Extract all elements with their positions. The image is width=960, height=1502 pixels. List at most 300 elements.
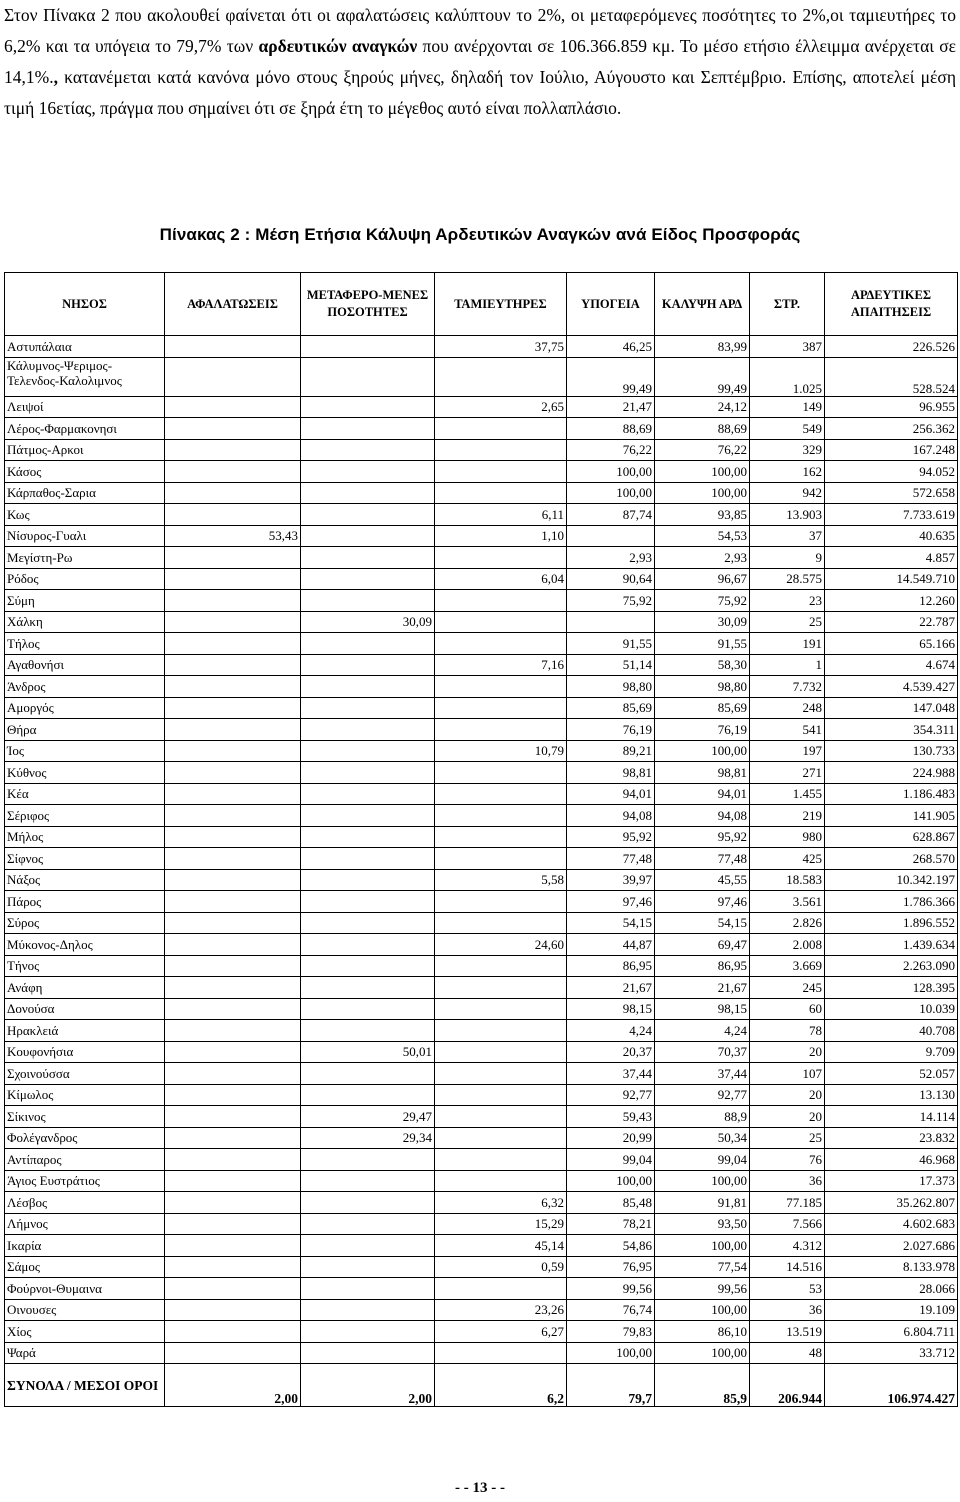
value-cell: 4,24 <box>567 1020 655 1042</box>
value-cell <box>165 1063 301 1085</box>
value-cell: 79,83 <box>567 1321 655 1343</box>
value-cell <box>301 654 435 676</box>
value-cell: 99,56 <box>567 1278 655 1300</box>
table-row <box>5 676 958 698</box>
value-cell <box>165 1127 301 1149</box>
value-cell: 15,29 <box>435 1213 567 1235</box>
value-cell: 94,08 <box>567 805 655 827</box>
value-cell: 7.732 <box>750 676 825 698</box>
value-cell: 20,37 <box>567 1041 655 1063</box>
value-cell: 51,14 <box>567 654 655 676</box>
value-cell: 100,00 <box>655 1299 750 1321</box>
value-cell <box>165 869 301 891</box>
value-cell <box>165 1235 301 1257</box>
value-cell <box>165 805 301 827</box>
value-cell: 98,80 <box>655 676 750 698</box>
value-cell <box>435 633 567 655</box>
value-cell: 90,64 <box>567 568 655 590</box>
value-cell: 21,67 <box>655 977 750 999</box>
value-cell: 23,26 <box>435 1299 567 1321</box>
value-cell <box>301 633 435 655</box>
header-groundwater: ΥΠΟΓΕΙΑ <box>567 273 655 336</box>
value-cell: 94,08 <box>655 805 750 827</box>
value-cell: 3.561 <box>750 891 825 913</box>
value-cell: 85,69 <box>567 697 655 719</box>
value-cell <box>165 357 301 396</box>
table-row <box>5 1278 958 1300</box>
island-name-cell: Λέρος-Φαρμακονησι <box>5 418 165 440</box>
value-cell <box>301 676 435 698</box>
table-row <box>5 955 958 977</box>
value-cell: 1.455 <box>750 783 825 805</box>
value-cell <box>165 848 301 870</box>
value-cell: 100,00 <box>567 461 655 483</box>
island-name-cell: Άγιος Ευστράτιος <box>5 1170 165 1192</box>
table-row <box>5 1084 958 1106</box>
value-cell <box>301 869 435 891</box>
island-name-cell: Σέριφος <box>5 805 165 827</box>
table-row <box>5 719 958 741</box>
value-cell <box>301 1256 435 1278</box>
value-cell <box>435 697 567 719</box>
value-cell: 99,04 <box>567 1149 655 1171</box>
value-cell: 78 <box>750 1020 825 1042</box>
value-cell: 19.109 <box>825 1299 958 1321</box>
value-cell <box>301 912 435 934</box>
value-cell: 4,24 <box>655 1020 750 1042</box>
value-cell: 354.311 <box>825 719 958 741</box>
value-cell: 107 <box>750 1063 825 1085</box>
value-cell: 40.708 <box>825 1020 958 1042</box>
header-island: ΝΗΣΟΣ <box>5 273 165 336</box>
intro-paragraph <box>4 0 956 124</box>
table-row <box>5 590 958 612</box>
value-cell: 65.166 <box>825 633 958 655</box>
value-cell <box>435 783 567 805</box>
value-cell: 14.516 <box>750 1256 825 1278</box>
value-cell: 69,47 <box>655 934 750 956</box>
table-row <box>5 1213 958 1235</box>
intro-bold-1: αρδευτικών αναγκών <box>258 36 418 56</box>
value-cell <box>301 1342 435 1364</box>
value-cell <box>165 633 301 655</box>
value-cell <box>165 740 301 762</box>
island-name-cell: Νάξος <box>5 869 165 891</box>
value-cell: 91,81 <box>655 1192 750 1214</box>
value-cell: 53 <box>750 1278 825 1300</box>
value-cell: 76,74 <box>567 1299 655 1321</box>
value-cell: 25 <box>750 1127 825 1149</box>
table-row <box>5 547 958 569</box>
table-header-row <box>5 273 958 336</box>
value-cell: 541 <box>750 719 825 741</box>
island-name-cell: Πάρος <box>5 891 165 913</box>
island-name-cell: Ηρακλειά <box>5 1020 165 1042</box>
island-name-cell: Μεγίστη-Ρω <box>5 547 165 569</box>
value-cell: 30,09 <box>655 611 750 633</box>
value-cell: 13.903 <box>750 504 825 526</box>
table-row <box>5 611 958 633</box>
value-cell <box>165 977 301 999</box>
island-name-cell: Κύθνος <box>5 762 165 784</box>
value-cell: 77,54 <box>655 1256 750 1278</box>
value-cell: 96.955 <box>825 396 958 418</box>
table-row <box>5 826 958 848</box>
island-name-cell: Μύκονος-Δηλος <box>5 934 165 956</box>
value-cell <box>435 439 567 461</box>
value-cell <box>301 934 435 956</box>
value-cell: 39,97 <box>567 869 655 891</box>
value-cell: 50,01 <box>301 1041 435 1063</box>
island-name-cell: Σίφνος <box>5 848 165 870</box>
table-row <box>5 633 958 655</box>
value-cell <box>435 891 567 913</box>
value-cell: 35.262.807 <box>825 1192 958 1214</box>
value-cell <box>165 1084 301 1106</box>
value-cell: 23 <box>750 590 825 612</box>
value-cell: 224.988 <box>825 762 958 784</box>
value-cell <box>165 654 301 676</box>
value-cell: 76,22 <box>655 439 750 461</box>
value-cell: 22.787 <box>825 611 958 633</box>
island-name-cell: Αστυπάλαια <box>5 336 165 358</box>
value-cell: 54,15 <box>655 912 750 934</box>
value-cell <box>301 805 435 827</box>
value-cell <box>301 418 435 440</box>
island-name-cell: Κέα <box>5 783 165 805</box>
value-cell: 54,86 <box>567 1235 655 1257</box>
table-row <box>5 740 958 762</box>
total-value-cell: 206.944 <box>750 1364 825 1407</box>
value-cell: 40.635 <box>825 525 958 547</box>
value-cell: 248 <box>750 697 825 719</box>
value-cell: 628.867 <box>825 826 958 848</box>
value-cell <box>165 1041 301 1063</box>
table-row <box>5 461 958 483</box>
value-cell <box>165 1020 301 1042</box>
value-cell: 219 <box>750 805 825 827</box>
value-cell: 572.658 <box>825 482 958 504</box>
value-cell <box>165 1342 301 1364</box>
value-cell: 59,43 <box>567 1106 655 1128</box>
value-cell: 29,34 <box>301 1127 435 1149</box>
value-cell: 88,9 <box>655 1106 750 1128</box>
island-name-cell: Άνδρος <box>5 676 165 698</box>
value-cell: 6,11 <box>435 504 567 526</box>
island-name-cell: Ικαρία <box>5 1235 165 1257</box>
value-cell: 99,04 <box>655 1149 750 1171</box>
value-cell <box>435 676 567 698</box>
value-cell: 10,79 <box>435 740 567 762</box>
table-row <box>5 1342 958 1364</box>
island-name-cell: Φολέγανδρος <box>5 1127 165 1149</box>
value-cell <box>435 482 567 504</box>
value-cell <box>165 891 301 913</box>
value-cell <box>301 848 435 870</box>
value-cell <box>165 1278 301 1300</box>
value-cell: 46,25 <box>567 336 655 358</box>
value-cell <box>165 396 301 418</box>
value-cell: 93,85 <box>655 504 750 526</box>
value-cell: 18.583 <box>750 869 825 891</box>
island-name-cell: Σχοινούσσα <box>5 1063 165 1085</box>
value-cell: 17.373 <box>825 1170 958 1192</box>
value-cell: 20,99 <box>567 1127 655 1149</box>
value-cell <box>435 1127 567 1149</box>
value-cell <box>301 590 435 612</box>
total-value-cell: 6,2 <box>435 1364 567 1407</box>
value-cell: 191 <box>750 633 825 655</box>
value-cell <box>165 1149 301 1171</box>
table-row <box>5 1106 958 1128</box>
total-value-cell: 85,9 <box>655 1364 750 1407</box>
intro-text-3: κατανέμεται κατά κανόνα μόνο στους ξηρούς μήνες, δηλαδή τον Ιούλιο, Αύγουστο και Σεπτέμβριο. Επίσης, αποτελεί μέση τιμή 16ετίας, πράγμα που σημαίνει ότι σε ξηρά έτη το μέγεθος αυτό είναι πολλαπλάσιο. <box>4 67 956 118</box>
table-row <box>5 357 958 396</box>
header-demands: ΑΡΔΕΥΤΙΚΕΣ ΑΠΑΙΤΗΣΕΙΣ <box>825 273 958 336</box>
table-row <box>5 783 958 805</box>
value-cell <box>301 336 435 358</box>
value-cell <box>435 826 567 848</box>
intro-text-2: που ανέρχονται σε 106.366.859 κμ. Το μέσο ετήσιο έλλειμμα ανέρχεται σε 14,1%. <box>4 36 957 87</box>
island-name-cell: Τήνος <box>5 955 165 977</box>
value-cell <box>435 1149 567 1171</box>
island-name-cell: Νίσυρος-Γυαλι <box>5 525 165 547</box>
value-cell: 28.066 <box>825 1278 958 1300</box>
value-cell: 21,67 <box>567 977 655 999</box>
value-cell: 100,00 <box>567 1170 655 1192</box>
value-cell: 87,74 <box>567 504 655 526</box>
table-row <box>5 568 958 590</box>
island-name-cell: Σάμος <box>5 1256 165 1278</box>
value-cell <box>435 461 567 483</box>
value-cell: 2.826 <box>750 912 825 934</box>
value-cell: 29,47 <box>301 1106 435 1128</box>
value-cell: 9 <box>750 547 825 569</box>
value-cell <box>165 1213 301 1235</box>
table-row <box>5 396 958 418</box>
value-cell: 24,12 <box>655 396 750 418</box>
value-cell: 149 <box>750 396 825 418</box>
value-cell: 7,16 <box>435 654 567 676</box>
value-cell <box>165 676 301 698</box>
value-cell: 100,00 <box>567 482 655 504</box>
table-row <box>5 482 958 504</box>
value-cell: 10.342.197 <box>825 869 958 891</box>
value-cell: 147.048 <box>825 697 958 719</box>
table-body <box>5 336 958 1407</box>
island-name-cell: Αγαθονήσι <box>5 654 165 676</box>
island-name-cell: Θήρα <box>5 719 165 741</box>
island-name-cell: Κως <box>5 504 165 526</box>
value-cell: 141.905 <box>825 805 958 827</box>
value-cell: 3.669 <box>750 955 825 977</box>
value-cell <box>435 1106 567 1128</box>
value-cell: 88,69 <box>567 418 655 440</box>
island-name-cell: Σύρος <box>5 912 165 934</box>
total-value-cell: 2,00 <box>165 1364 301 1407</box>
value-cell <box>165 547 301 569</box>
table-total-row <box>5 1364 958 1407</box>
value-cell: 2.263.090 <box>825 955 958 977</box>
value-cell <box>435 1020 567 1042</box>
table-row <box>5 869 958 891</box>
table-row <box>5 1041 958 1063</box>
table-row <box>5 418 958 440</box>
value-cell <box>301 891 435 913</box>
value-cell: 5,58 <box>435 869 567 891</box>
island-name-cell: Κάλυμνος-Ψεριμος-Τελενδος-Καλολιμνος <box>5 357 165 396</box>
value-cell: 1,10 <box>435 525 567 547</box>
value-cell: 60 <box>750 998 825 1020</box>
table-row <box>5 912 958 934</box>
value-cell <box>165 697 301 719</box>
value-cell: 98,15 <box>567 998 655 1020</box>
value-cell: 100,00 <box>655 482 750 504</box>
value-cell: 89,21 <box>567 740 655 762</box>
value-cell: 97,46 <box>655 891 750 913</box>
value-cell: 37,44 <box>655 1063 750 1085</box>
value-cell: 28.575 <box>750 568 825 590</box>
value-cell <box>165 955 301 977</box>
island-name-cell: Κάσος <box>5 461 165 483</box>
value-cell: 30,09 <box>301 611 435 633</box>
value-cell <box>301 697 435 719</box>
value-cell <box>435 1342 567 1364</box>
value-cell <box>165 912 301 934</box>
value-cell <box>567 611 655 633</box>
value-cell: 96,67 <box>655 568 750 590</box>
value-cell <box>301 783 435 805</box>
value-cell: 92,77 <box>655 1084 750 1106</box>
island-name-cell: Σίκινος <box>5 1106 165 1128</box>
value-cell: 245 <box>750 977 825 999</box>
value-cell: 78,21 <box>567 1213 655 1235</box>
value-cell: 91,55 <box>655 633 750 655</box>
value-cell <box>301 568 435 590</box>
value-cell <box>301 525 435 547</box>
value-cell <box>165 590 301 612</box>
value-cell <box>435 1170 567 1192</box>
value-cell: 4.674 <box>825 654 958 676</box>
value-cell: 50,34 <box>655 1127 750 1149</box>
header-area: ΣΤΡ. <box>750 273 825 336</box>
value-cell: 94,01 <box>567 783 655 805</box>
value-cell: 130.733 <box>825 740 958 762</box>
value-cell <box>165 1192 301 1214</box>
table-row <box>5 891 958 913</box>
value-cell <box>435 1041 567 1063</box>
value-cell: 167.248 <box>825 439 958 461</box>
value-cell <box>301 740 435 762</box>
value-cell: 100,00 <box>655 1170 750 1192</box>
table-row <box>5 934 958 956</box>
value-cell <box>435 719 567 741</box>
value-cell <box>301 396 435 418</box>
value-cell: 980 <box>750 826 825 848</box>
value-cell: 85,48 <box>567 1192 655 1214</box>
island-name-cell: Χίος <box>5 1321 165 1343</box>
value-cell <box>165 336 301 358</box>
value-cell: 425 <box>750 848 825 870</box>
value-cell <box>165 461 301 483</box>
value-cell <box>301 1299 435 1321</box>
value-cell <box>435 418 567 440</box>
value-cell <box>435 611 567 633</box>
value-cell: 93,50 <box>655 1213 750 1235</box>
island-name-cell: Λήμνος <box>5 1213 165 1235</box>
value-cell <box>165 998 301 1020</box>
value-cell: 95,92 <box>567 826 655 848</box>
value-cell <box>301 998 435 1020</box>
value-cell <box>435 762 567 784</box>
value-cell <box>435 1084 567 1106</box>
value-cell <box>301 1063 435 1085</box>
table-row <box>5 1020 958 1042</box>
value-cell: 7.733.619 <box>825 504 958 526</box>
value-cell: 8.133.978 <box>825 1256 958 1278</box>
value-cell <box>165 826 301 848</box>
value-cell: 54,15 <box>567 912 655 934</box>
value-cell: 58,30 <box>655 654 750 676</box>
value-cell <box>435 590 567 612</box>
island-name-cell: Λειψοί <box>5 396 165 418</box>
value-cell: 100,00 <box>655 461 750 483</box>
value-cell: 48 <box>750 1342 825 1364</box>
value-cell: 20 <box>750 1106 825 1128</box>
value-cell <box>301 1278 435 1300</box>
value-cell: 12.260 <box>825 590 958 612</box>
value-cell <box>165 611 301 633</box>
value-cell <box>435 1278 567 1300</box>
value-cell: 45,14 <box>435 1235 567 1257</box>
value-cell: 7.566 <box>750 1213 825 1235</box>
value-cell: 24,60 <box>435 934 567 956</box>
value-cell: 4.602.683 <box>825 1213 958 1235</box>
value-cell <box>165 1299 301 1321</box>
value-cell <box>567 525 655 547</box>
value-cell <box>301 461 435 483</box>
table-row <box>5 1192 958 1214</box>
value-cell: 6,04 <box>435 568 567 590</box>
value-cell: 97,46 <box>567 891 655 913</box>
value-cell: 1.025 <box>750 357 825 396</box>
value-cell <box>165 1321 301 1343</box>
value-cell: 128.395 <box>825 977 958 999</box>
value-cell <box>165 439 301 461</box>
table-row <box>5 1299 958 1321</box>
table-row <box>5 439 958 461</box>
value-cell <box>435 998 567 1020</box>
value-cell: 21,47 <box>567 396 655 418</box>
island-name-cell: Φούρνοι-Θυμαινα <box>5 1278 165 1300</box>
table-caption: Πίνακας 2 : Μέση Ετήσια Κάλυψη Αρδευτικών Αναγκών ανά Είδος Προσφοράς <box>159 225 801 244</box>
value-cell: 1.896.552 <box>825 912 958 934</box>
value-cell <box>165 1170 301 1192</box>
value-cell <box>435 805 567 827</box>
value-cell: 9.709 <box>825 1041 958 1063</box>
value-cell: 83,99 <box>655 336 750 358</box>
value-cell: 52.057 <box>825 1063 958 1085</box>
value-cell: 162 <box>750 461 825 483</box>
value-cell <box>435 357 567 396</box>
value-cell: 1.186.483 <box>825 783 958 805</box>
table-row <box>5 977 958 999</box>
value-cell: 53,43 <box>165 525 301 547</box>
value-cell: 10.039 <box>825 998 958 1020</box>
value-cell <box>301 439 435 461</box>
value-cell <box>301 1235 435 1257</box>
table-row <box>5 848 958 870</box>
